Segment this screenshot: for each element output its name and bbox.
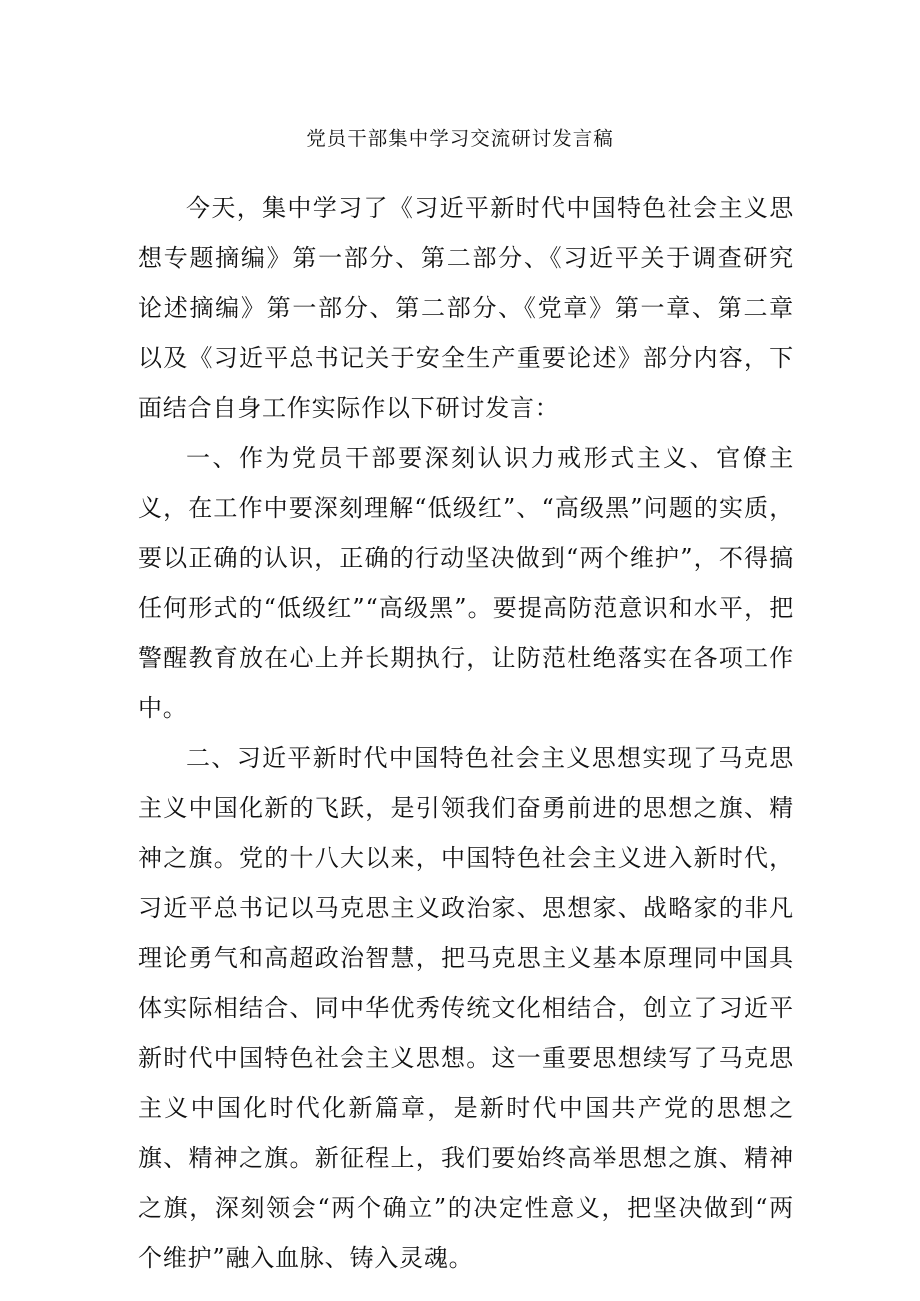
document-title: 党员干部集中学习交流研讨发言稿 xyxy=(306,127,614,150)
paragraph-point-two: 二、习近平新时代中国特色社会主义思想实现了马克思主义中国化新的飞跃，是引领我们奋勇前进的思想之旗、精神之旗。党的十八大以来，中国特色社会主义进入新时代，习近平总书记以马克思主义政治家、思想家、战略家的非凡理论勇气和高超政治智慧，把马克思主义基本原理同中国具体实际相结合、同中华优秀传统文化相结合，创立了习近平新时代中国特色社会主义思想。这一重要思想续写了马克思主义中国化时代化新篇章，是新时代中国共产党的思想之旗、精神之旗。新征程上，我们要始终高举思想之旗、精神之旗，深刻领会“两个确立”的决定性意义，把坚决做到“两个维护”融入血脉、铸入灵魂。 xyxy=(138,744,794,1272)
paragraph-point-one: 一、作为党员干部要深刻认识力戒形式主义、官僚主义，在工作中要深刻理解“低级红”、“高级黑”问题的实质，要以正确的认识，正确的行动坚决做到“两个维护”，不得搞任何形式的“低级红”“高级黑”。要提高防范意识和水平，把警醒教育放在心上并长期执行，让防范杜绝落实在各项工作中。 xyxy=(138,444,794,722)
paragraph-intro: 今天，集中学习了《习近平新时代中国特色社会主义思想专题摘编》第一部分、第二部分、《习近平关于调查研究论述摘编》第一部分、第二部分、《党章》第一章、第二章以及《习近平总书记关于安全生产重要论述》部分内容，下面结合自身工作实际作以下研讨发言： xyxy=(138,194,794,422)
document-body xyxy=(138,183,794,1283)
